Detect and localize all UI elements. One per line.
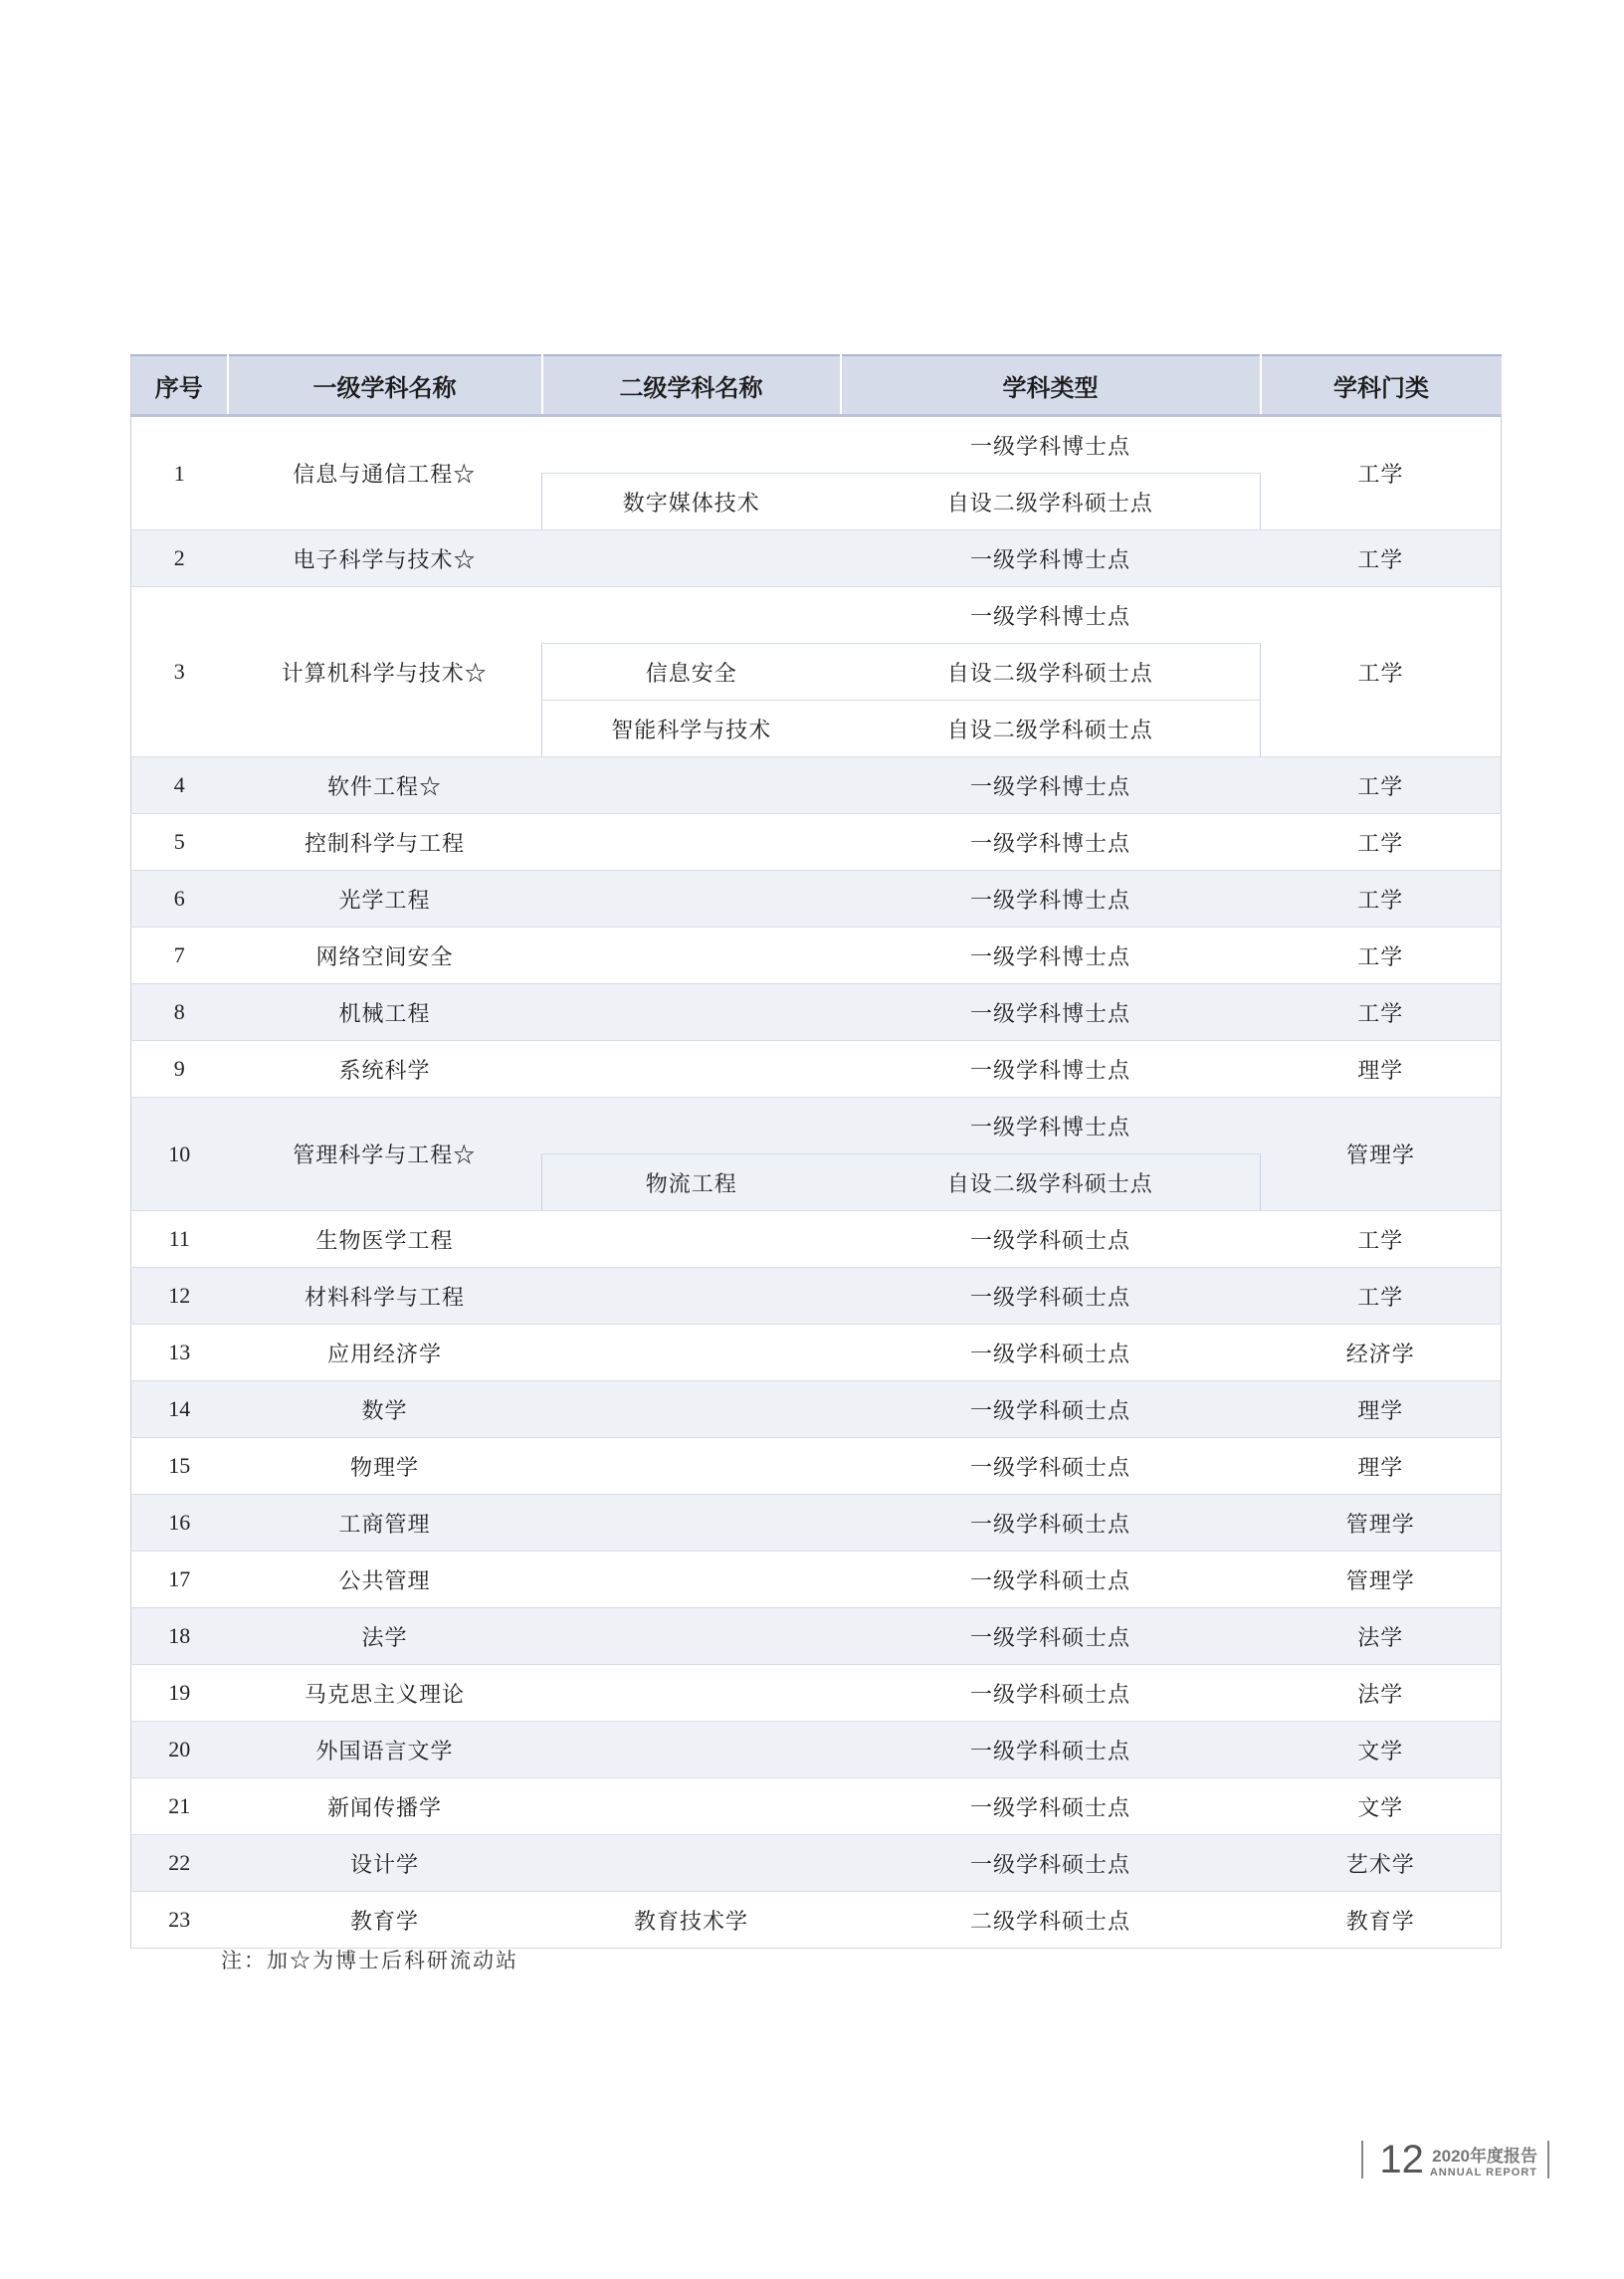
- cell-serial: 5: [131, 814, 228, 871]
- cell-primary-discipline: 材料科学与工程: [228, 1268, 542, 1325]
- cell-discipline-type: 二级学科硕士点: [841, 1892, 1261, 1949]
- cell-discipline-type: 一级学科硕士点: [841, 1552, 1261, 1608]
- table-row: [131, 928, 1502, 984]
- table-row: [131, 757, 1502, 814]
- cell-serial: 13: [131, 1325, 228, 1381]
- cell-serial: 8: [131, 984, 228, 1041]
- cell-serial: 9: [131, 1041, 228, 1098]
- cell-serial: 11: [131, 1211, 228, 1268]
- report-title-cn: 2020年度报告: [1432, 2146, 1537, 2166]
- cell-discipline-category: 文学: [1261, 1778, 1502, 1835]
- cell-secondary-discipline: [542, 1608, 841, 1665]
- cell-discipline-category: 经济学: [1261, 1325, 1502, 1381]
- footnote: 注：加☆为博士后科研流动站: [221, 1949, 518, 1972]
- header-discipline-category: 学科门类: [1261, 355, 1502, 416]
- cell-serial: 12: [131, 1268, 228, 1325]
- table-row: [131, 871, 1502, 928]
- cell-serial: 17: [131, 1552, 228, 1608]
- report-label: [1430, 2142, 1537, 2178]
- cell-primary-discipline: 机械工程: [228, 984, 542, 1041]
- cell-primary-discipline: 法学: [228, 1608, 542, 1665]
- cell-discipline-type: 一级学科硕士点: [841, 1608, 1261, 1665]
- cell-serial: 18: [131, 1608, 228, 1665]
- cell-serial: 23: [131, 1892, 228, 1949]
- cell-discipline-type: 自设二级学科硕士点: [841, 1154, 1261, 1211]
- cell-discipline-category: 理学: [1261, 1041, 1502, 1098]
- cell-secondary-discipline: [542, 871, 841, 928]
- table-row: [131, 1495, 1502, 1552]
- cell-discipline-type: 一级学科博士点: [841, 928, 1261, 984]
- discipline-table: [130, 354, 1502, 1949]
- footer-divider-right: [1547, 2141, 1549, 2178]
- cell-primary-discipline: 公共管理: [228, 1552, 542, 1608]
- page-footer: [1361, 2140, 1549, 2179]
- cell-secondary-discipline: [542, 1098, 841, 1154]
- cell-discipline-category: 工学: [1261, 814, 1502, 871]
- cell-primary-discipline: 新闻传播学: [228, 1778, 542, 1835]
- report-title-en: ANNUAL REPORT: [1429, 2166, 1537, 2178]
- cell-secondary-discipline: [542, 1268, 841, 1325]
- cell-discipline-category: 管理学: [1261, 1098, 1502, 1211]
- header-primary-discipline: 一级学科名称: [228, 355, 542, 416]
- table-row: [131, 1325, 1502, 1381]
- table-row: [131, 1722, 1502, 1778]
- header-serial: 序号: [131, 355, 228, 416]
- cell-primary-discipline: 软件工程☆: [228, 757, 542, 814]
- cell-discipline-type: 自设二级学科硕士点: [841, 701, 1261, 757]
- cell-discipline-category: 法学: [1261, 1608, 1502, 1665]
- cell-discipline-category: 法学: [1261, 1665, 1502, 1722]
- cell-discipline-type: 自设二级学科硕士点: [841, 474, 1261, 530]
- cell-discipline-type: 一级学科硕士点: [841, 1438, 1261, 1495]
- cell-discipline-category: 工学: [1261, 416, 1502, 530]
- cell-serial: 15: [131, 1438, 228, 1495]
- cell-secondary-discipline: [542, 1325, 841, 1381]
- cell-discipline-category: 工学: [1261, 1268, 1502, 1325]
- cell-discipline-type: 一级学科硕士点: [841, 1835, 1261, 1892]
- cell-secondary-discipline: [542, 1665, 841, 1722]
- cell-discipline-category: 工学: [1261, 928, 1502, 984]
- cell-discipline-type: 一级学科博士点: [841, 587, 1261, 644]
- cell-primary-discipline: 电子科学与技术☆: [228, 530, 542, 587]
- cell-discipline-type: 一级学科硕士点: [841, 1722, 1261, 1778]
- table-body: [131, 416, 1502, 1949]
- table-row: [131, 530, 1502, 587]
- cell-discipline-category: 工学: [1261, 530, 1502, 587]
- cell-discipline-type: 一级学科博士点: [841, 757, 1261, 814]
- cell-primary-discipline: 物理学: [228, 1438, 542, 1495]
- table-row: [131, 1381, 1502, 1438]
- cell-primary-discipline: 计算机科学与技术☆: [228, 587, 542, 757]
- cell-secondary-discipline: 智能科学与技术: [542, 701, 841, 757]
- table-row: [131, 984, 1502, 1041]
- cell-serial: 21: [131, 1778, 228, 1835]
- cell-serial: 22: [131, 1835, 228, 1892]
- table-row: [131, 1268, 1502, 1325]
- cell-serial: 7: [131, 928, 228, 984]
- table-row: [131, 1835, 1502, 1892]
- cell-serial: 16: [131, 1495, 228, 1552]
- table-row: [131, 814, 1502, 871]
- cell-serial: 6: [131, 871, 228, 928]
- cell-secondary-discipline: [542, 984, 841, 1041]
- cell-discipline-type: 一级学科硕士点: [841, 1268, 1261, 1325]
- cell-secondary-discipline: [542, 587, 841, 644]
- cell-discipline-type: 一级学科博士点: [841, 1041, 1261, 1098]
- cell-secondary-discipline: [542, 928, 841, 984]
- cell-secondary-discipline: [542, 757, 841, 814]
- cell-discipline-category: 艺术学: [1261, 1835, 1502, 1892]
- cell-discipline-type: 一级学科博士点: [841, 984, 1261, 1041]
- cell-serial: 14: [131, 1381, 228, 1438]
- cell-primary-discipline: 应用经济学: [228, 1325, 542, 1381]
- cell-serial: 20: [131, 1722, 228, 1778]
- cell-discipline-type: 一级学科硕士点: [841, 1211, 1261, 1268]
- cell-discipline-type: 一级学科博士点: [841, 871, 1261, 928]
- cell-secondary-discipline: [542, 1211, 841, 1268]
- table-row: [131, 1778, 1502, 1835]
- cell-serial: 4: [131, 757, 228, 814]
- cell-secondary-discipline: [542, 530, 841, 587]
- cell-discipline-category: 工学: [1261, 984, 1502, 1041]
- table-row: [131, 1892, 1502, 1949]
- footer-divider-left: [1361, 2141, 1363, 2178]
- cell-discipline-category: 文学: [1261, 1722, 1502, 1778]
- cell-discipline-category: 工学: [1261, 757, 1502, 814]
- cell-primary-discipline: 光学工程: [228, 871, 542, 928]
- cell-discipline-type: 一级学科博士点: [841, 416, 1261, 474]
- cell-secondary-discipline: [542, 1041, 841, 1098]
- table-row: [131, 587, 1502, 644]
- cell-discipline-type: 一级学科硕士点: [841, 1381, 1261, 1438]
- cell-discipline-category: 工学: [1261, 871, 1502, 928]
- cell-serial: 10: [131, 1098, 228, 1211]
- table-header: [131, 355, 1502, 416]
- cell-secondary-discipline: [542, 1722, 841, 1778]
- cell-discipline-type: 一级学科博士点: [841, 1098, 1261, 1154]
- table-row: [131, 1211, 1502, 1268]
- cell-discipline-category: 教育学: [1261, 1892, 1502, 1949]
- cell-discipline-category: 管理学: [1261, 1552, 1502, 1608]
- cell-secondary-discipline: 信息安全: [542, 644, 841, 701]
- cell-primary-discipline: 信息与通信工程☆: [228, 416, 542, 530]
- cell-secondary-discipline: [542, 814, 841, 871]
- cell-serial: 1: [131, 416, 228, 530]
- cell-discipline-type: 一级学科硕士点: [841, 1495, 1261, 1552]
- cell-primary-discipline: 外国语言文学: [228, 1722, 542, 1778]
- cell-secondary-discipline: [542, 1835, 841, 1892]
- cell-discipline-type: 一级学科博士点: [841, 530, 1261, 587]
- cell-secondary-discipline: [542, 1552, 841, 1608]
- header-secondary-discipline: 二级学科名称: [542, 355, 841, 416]
- cell-primary-discipline: 设计学: [228, 1835, 542, 1892]
- cell-secondary-discipline: [542, 416, 841, 474]
- cell-primary-discipline: 工商管理: [228, 1495, 542, 1552]
- cell-discipline-type: 一级学科硕士点: [841, 1325, 1261, 1381]
- cell-primary-discipline: 马克思主义理论: [228, 1665, 542, 1722]
- cell-discipline-category: 管理学: [1261, 1495, 1502, 1552]
- cell-secondary-discipline: 教育技术学: [542, 1892, 841, 1949]
- cell-discipline-type: 一级学科硕士点: [841, 1778, 1261, 1835]
- cell-discipline-category: 工学: [1261, 587, 1502, 757]
- cell-secondary-discipline: [542, 1381, 841, 1438]
- table-row: [131, 416, 1502, 474]
- cell-primary-discipline: 控制科学与工程: [228, 814, 542, 871]
- cell-secondary-discipline: [542, 1778, 841, 1835]
- cell-discipline-type: 一级学科硕士点: [841, 1665, 1261, 1722]
- cell-discipline-category: 工学: [1261, 1211, 1502, 1268]
- cell-primary-discipline: 教育学: [228, 1892, 542, 1949]
- cell-secondary-discipline: 数字媒体技术: [542, 474, 841, 530]
- cell-discipline-category: 理学: [1261, 1438, 1502, 1495]
- cell-discipline-type: 自设二级学科硕士点: [841, 644, 1261, 701]
- page-number: 12: [1379, 2138, 1424, 2181]
- table-row: [131, 1608, 1502, 1665]
- table-row: [131, 1665, 1502, 1722]
- cell-discipline-category: 理学: [1261, 1381, 1502, 1438]
- cell-primary-discipline: 生物医学工程: [228, 1211, 542, 1268]
- cell-secondary-discipline: [542, 1495, 841, 1552]
- cell-serial: 2: [131, 530, 228, 587]
- table-row: [131, 1041, 1502, 1098]
- cell-serial: 19: [131, 1665, 228, 1722]
- header-row: [131, 355, 1502, 416]
- cell-primary-discipline: 管理科学与工程☆: [228, 1098, 542, 1211]
- cell-primary-discipline: 系统科学: [228, 1041, 542, 1098]
- table-row: [131, 1438, 1502, 1495]
- cell-secondary-discipline: [542, 1438, 841, 1495]
- table-row: [131, 1098, 1502, 1154]
- cell-primary-discipline: 网络空间安全: [228, 928, 542, 984]
- cell-serial: 3: [131, 587, 228, 757]
- cell-secondary-discipline: 物流工程: [542, 1154, 841, 1211]
- header-discipline-type: 学科类型: [841, 355, 1261, 416]
- table-row: [131, 1552, 1502, 1608]
- discipline-table-container: [130, 354, 1501, 1949]
- cell-discipline-type: 一级学科博士点: [841, 814, 1261, 871]
- cell-primary-discipline: 数学: [228, 1381, 542, 1438]
